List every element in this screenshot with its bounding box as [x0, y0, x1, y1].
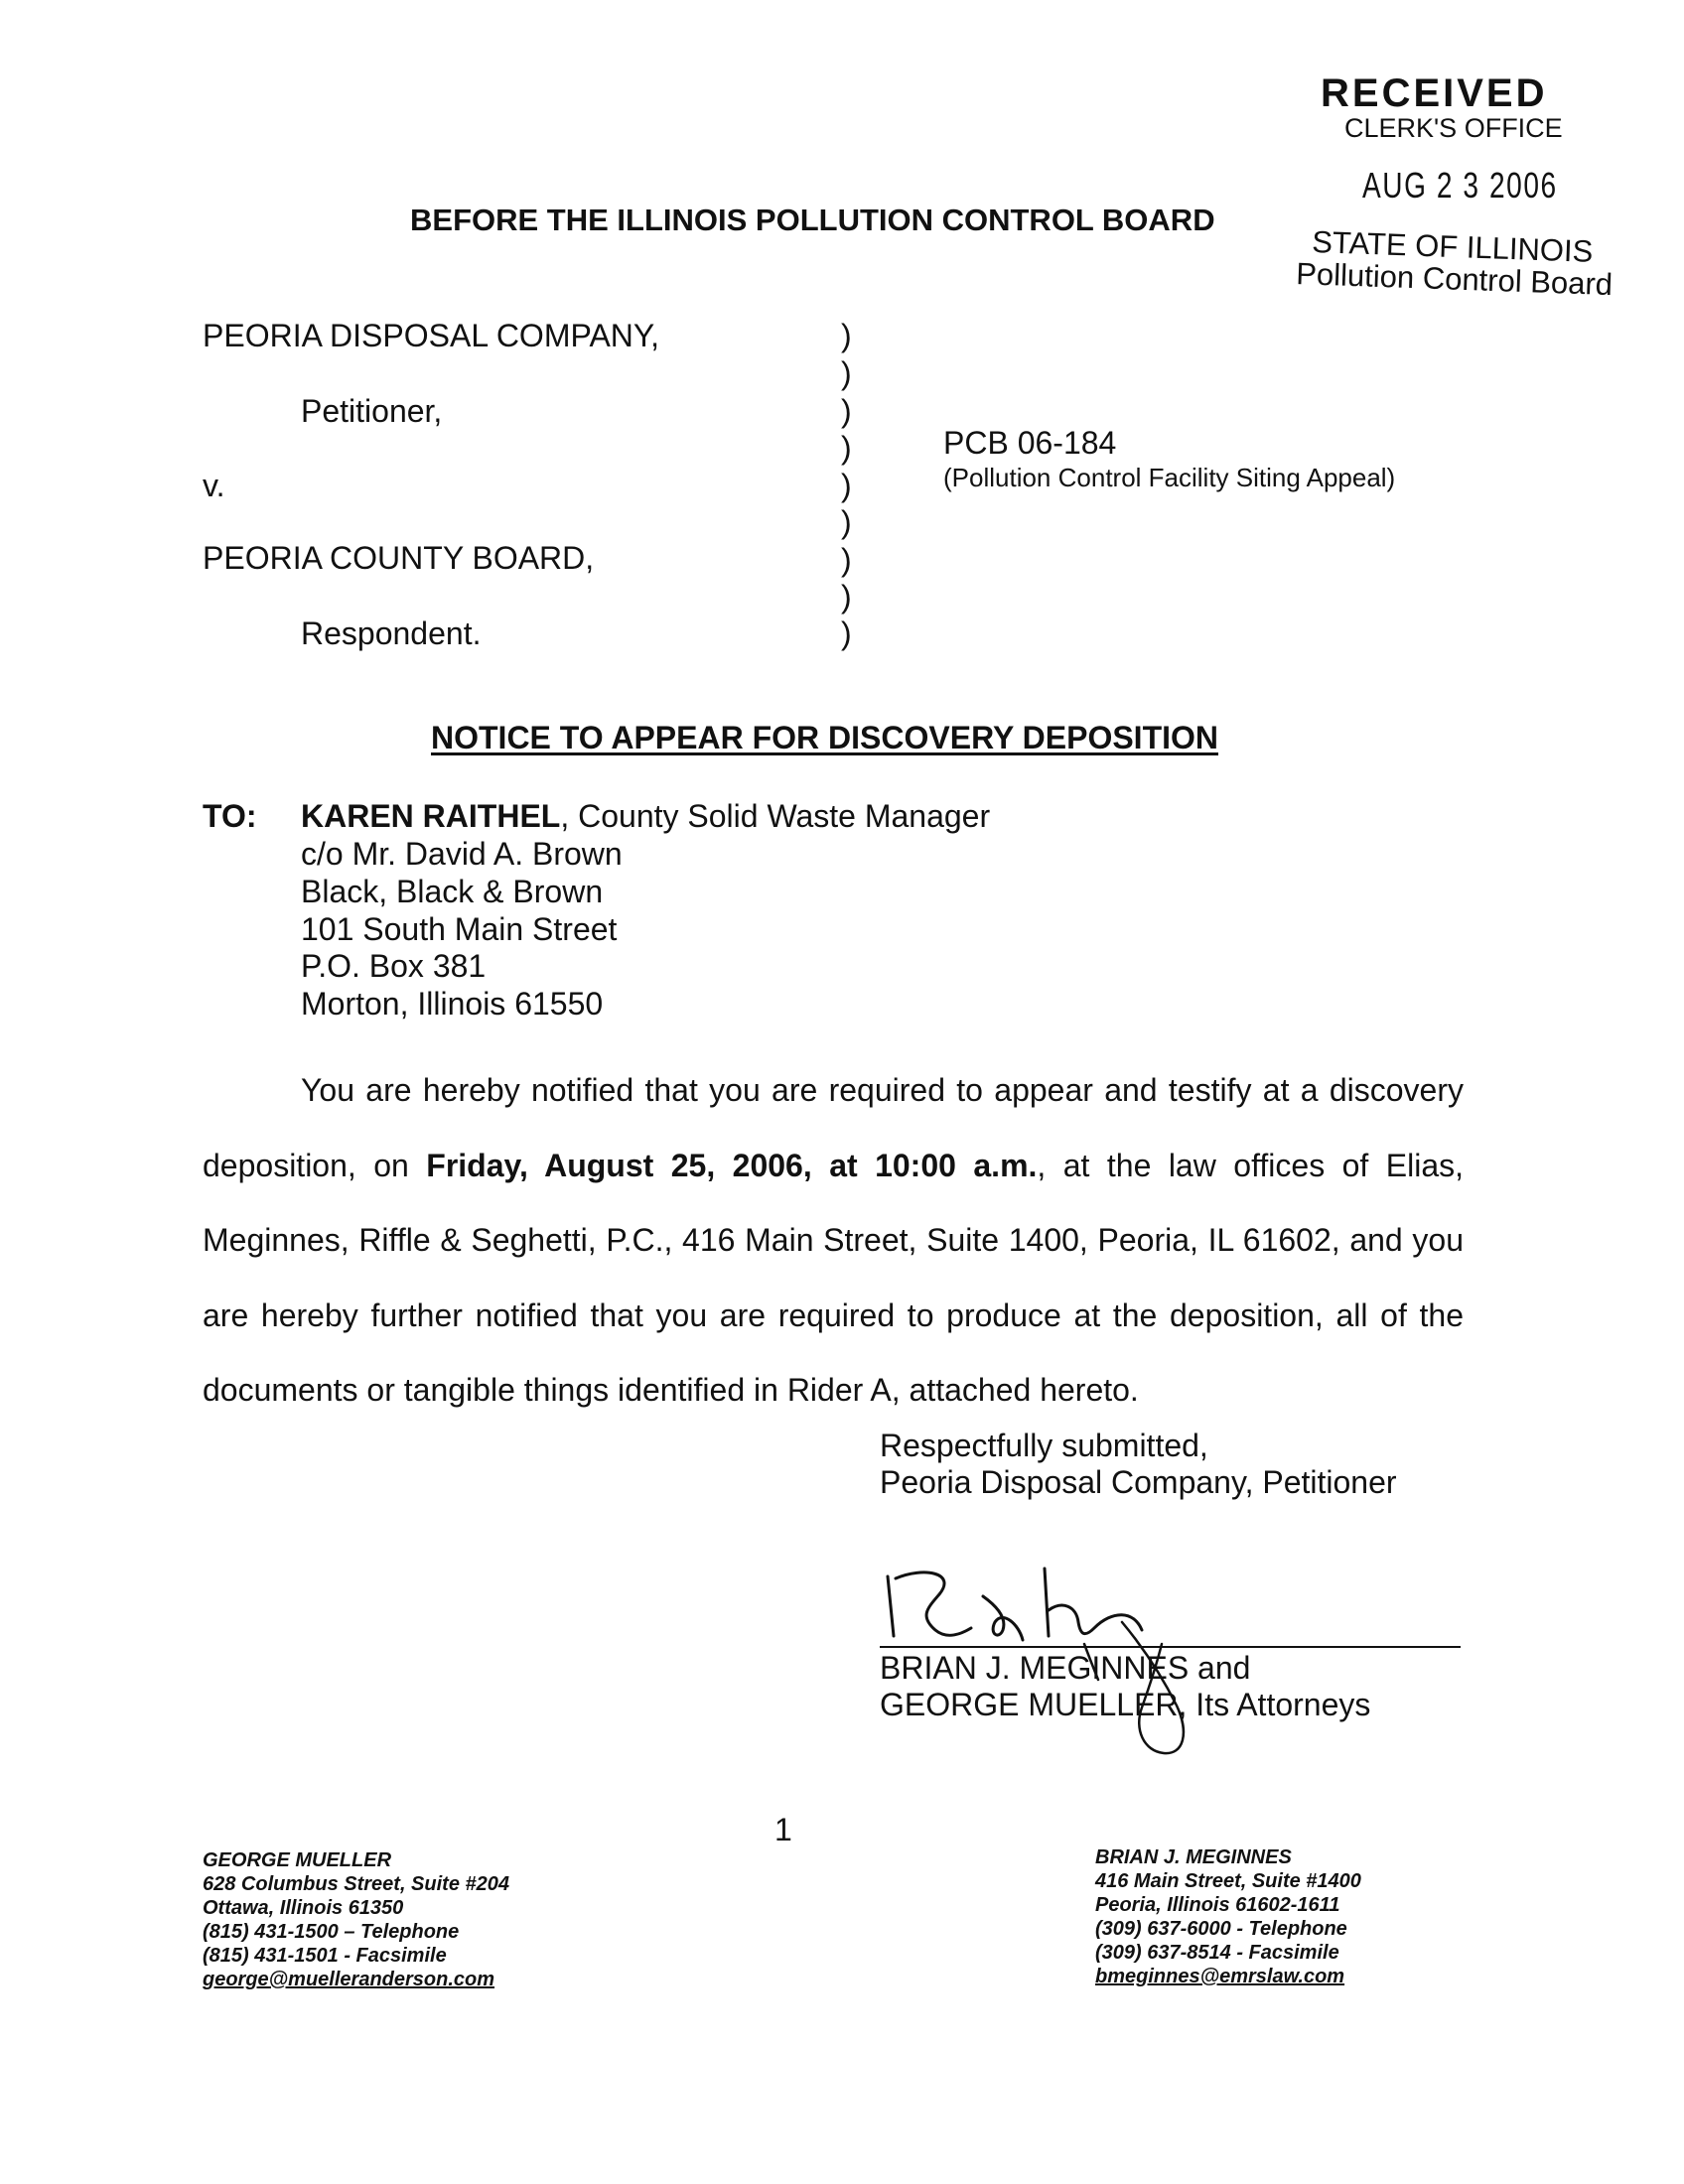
footer-left-city: Ottawa, Illinois 61350	[203, 1897, 404, 1919]
address-line: c/o Mr. David A. Brown	[301, 836, 623, 872]
recipient-name: KAREN RAITHEL	[301, 798, 561, 834]
footer-left-name: GEORGE MUELLER	[203, 1849, 392, 1871]
stamp-state: STATE OF ILLINOIS	[1311, 224, 1594, 269]
petitioner-name: PEORIA DISPOSAL COMPANY,	[203, 318, 659, 353]
case-number: PCB 06-184	[943, 425, 1117, 461]
petitioner-role: Petitioner,	[301, 393, 443, 429]
footer-right-name: BRIAN J. MEGINNES	[1095, 1846, 1292, 1868]
address-line: 101 South Main Street	[301, 911, 618, 947]
recipient-title: , County Solid Waste Manager	[560, 798, 991, 834]
caption-paren: )	[841, 468, 852, 503]
attorney-names: BRIAN J. MEGINNES and	[880, 1650, 1251, 1686]
notice-body	[203, 1053, 1464, 1429]
stamp-clerks-office: CLERK'S OFFICE	[1344, 113, 1563, 143]
caption-paren: )	[841, 542, 852, 578]
footer-right-block	[1095, 1845, 1361, 1988]
caption-paren: )	[841, 579, 852, 614]
closing-line: Respectfully submitted,	[880, 1428, 1208, 1463]
caption-paren: )	[841, 318, 852, 353]
recipient-line	[301, 798, 990, 835]
stamp-received: RECEIVED	[1321, 71, 1548, 115]
footer-left-fax: (815) 431-1501 - Facsimile	[203, 1945, 447, 1967]
caption-paren: )	[841, 355, 852, 391]
deposition-datetime: Friday, August 25, 2006, at 10:00 a.m.	[426, 1147, 1038, 1183]
page-number: 1	[774, 1812, 792, 1847]
caption-paren: )	[841, 430, 852, 466]
closing-party: Peoria Disposal Company, Petitioner	[880, 1464, 1397, 1500]
caption-paren: )	[841, 504, 852, 540]
notice-title: NOTICE TO APPEAR FOR DISCOVERY DEPOSITION	[431, 720, 1218, 755]
footer-right-street: 416 Main Street, Suite #1400	[1095, 1870, 1361, 1892]
address-line: P.O. Box 381	[301, 948, 487, 984]
address-line: Black, Black & Brown	[301, 874, 604, 909]
stamp-board: Pollution Control Board	[1295, 256, 1614, 303]
versus: v.	[203, 468, 225, 503]
footer-left-block	[203, 1848, 509, 1991]
case-description: (Pollution Control Facility Siting Appeal)	[943, 463, 1396, 492]
address-line: Morton, Illinois 61550	[301, 986, 604, 1022]
caption-paren: )	[841, 393, 852, 429]
footer-right-fax: (309) 637-8514 - Facsimile	[1095, 1942, 1339, 1964]
respondent-role: Respondent.	[301, 615, 482, 651]
body-text: , at the law offices of Elias, Meginnes, Riffle & Seghetti, P.C., 416 Main Street, Suite 1400, Peoria, IL 61602, and you are hereby further notified that you are required to produce at the deposition, all of the documents or tangible things identified in Rider A, attached hereto.	[203, 1147, 1465, 1408]
footer-right-phone: (309) 637-6000 - Telephone	[1095, 1918, 1347, 1940]
signature-line	[880, 1646, 1461, 1648]
footer-left-phone: (815) 431-1500 – Telephone	[203, 1921, 460, 1943]
footer-left-street: 628 Columbus Street, Suite #204	[203, 1873, 510, 1895]
attorney-role: GEORGE MUELLER, Its Attorneys	[880, 1687, 1371, 1722]
stamp-date: AUG 2 3 2006	[1362, 165, 1558, 205]
respondent-name: PEORIA COUNTY BOARD,	[203, 540, 595, 576]
board-title: BEFORE THE ILLINOIS POLLUTION CONTROL BOARD	[410, 203, 1215, 237]
caption-paren: )	[841, 615, 852, 651]
footer-left-email[interactable]: george@muelleranderson.com	[203, 1969, 495, 1990]
footer-right-email[interactable]: bmeginnes@emrslaw.com	[1095, 1966, 1345, 1987]
footer-right-city: Peoria, Illinois 61602-1611	[1095, 1894, 1340, 1916]
to-label: TO:	[203, 798, 257, 834]
body-text: You are hereby notified that you are required to appear and testify at a discovery deposition, on	[203, 1072, 1464, 1183]
